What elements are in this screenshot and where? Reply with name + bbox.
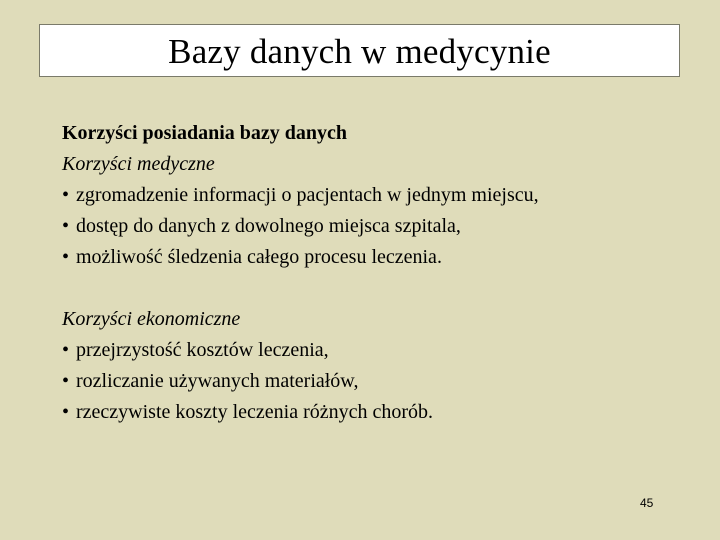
list-item-text: zgromadzenie informacji o pacjentach w jednym miejscu,	[76, 184, 539, 206]
section-spacer	[62, 273, 702, 304]
list-item-text: możliwość śledzenia całego procesu leczenia.	[76, 246, 442, 268]
section-heading-medical: Korzyści medyczne	[62, 153, 215, 175]
bullet-icon: •	[62, 246, 70, 268]
list-item-text: przejrzystość kosztów leczenia,	[76, 339, 329, 361]
bullet-icon: •	[62, 339, 70, 361]
title-box	[39, 24, 680, 77]
bullet-icon: •	[62, 184, 70, 206]
list-item-text: dostęp do danych z dowolnego miejsca szpitala,	[76, 215, 461, 237]
main-heading: Korzyści posiadania bazy danych	[62, 122, 348, 144]
list-item	[62, 366, 702, 397]
section-heading-economic: Korzyści ekonomiczne	[62, 308, 241, 330]
list-item-text: rzeczywiste koszty leczenia różnych chorób.	[76, 401, 434, 423]
list-item	[62, 397, 702, 428]
list-item	[62, 335, 702, 366]
bullet-icon: •	[62, 401, 70, 423]
bullet-icon: •	[62, 215, 70, 237]
slide-title: Bazy danych w medycynie	[168, 32, 551, 71]
list-item-text: rozliczanie używanych materiałów,	[76, 370, 359, 392]
page-number: 45	[640, 496, 654, 510]
slide-content	[62, 118, 702, 428]
list-item	[62, 242, 702, 273]
bullet-icon: •	[62, 370, 70, 392]
list-item	[62, 211, 702, 242]
list-item	[62, 180, 702, 211]
